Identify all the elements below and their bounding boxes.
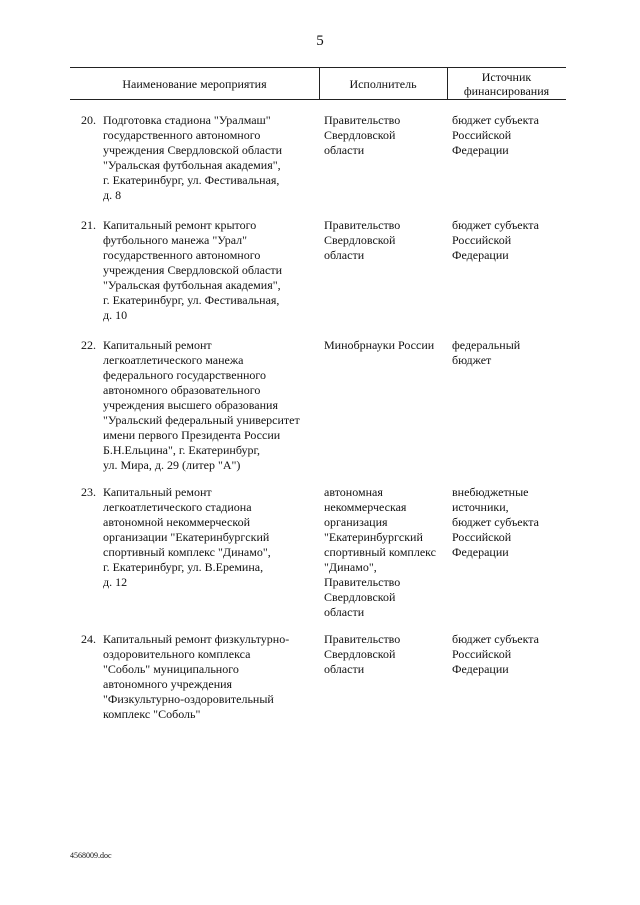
row-name: Подготовка стадиона "Уралмаш" государственного автономного учреждения Свердловской области "Уральская футбольная академия", г. Екатеринбург, ул. Фестивальная, д. 8 xyxy=(103,113,282,202)
row-executor: Правительство Свердловской области xyxy=(324,113,401,157)
row-name: Капитальный ремонт легкоатлетического манежа федерального государственного автономного образовательного учреждения высшего образования "Уральский федеральный университет имени первого Президента России Б.Н.Ельцина", г. Екатеринбург, ул. Мира, д. 29 (литер "А") xyxy=(103,338,300,472)
header-source: Источник финансирования xyxy=(463,69,550,98)
document-filename: 4568009.doc xyxy=(70,851,112,860)
row-name: Капитальный ремонт крытого футбольного манежа "Урал" государственного автономного учреждения Свердловской области "Уральская футбольная академия", г. Екатеринбург, ул. Фестивальная, д. 10 xyxy=(103,218,282,322)
row-source: федеральный бюджет xyxy=(452,338,521,367)
row-number: 21. xyxy=(81,218,96,232)
header-executor: Исполнитель xyxy=(349,76,417,91)
row-number: 22. xyxy=(81,338,96,352)
row-number: 20. xyxy=(81,113,96,127)
row-source: бюджет субъекта Российской Федерации xyxy=(452,113,540,157)
page-number: 5 xyxy=(316,33,324,49)
row-executor: Правительство Свердловской области xyxy=(324,218,401,262)
table-header xyxy=(70,67,566,100)
row-number: 24. xyxy=(81,632,96,646)
row-name: Капитальный ремонт физкультурно- оздоровительного комплекса "Соболь" муниципального автономного учреждения "Физкультурно-оздоровительный комплекс "Соболь" xyxy=(103,632,290,721)
row-source: внебюджетные источники, бюджет субъекта Российской Федерации xyxy=(452,485,540,559)
header-name: Наименование мероприятия xyxy=(122,76,267,91)
row-source: бюджет субъекта Российской Федерации xyxy=(452,218,540,262)
row-source: бюджет субъекта Российской Федерации xyxy=(452,632,540,676)
row-executor: Правительство Свердловской области xyxy=(324,632,401,676)
row-executor: Минобрнауки России xyxy=(324,338,435,352)
row-name: Капитальный ремонт легкоатлетического стадиона автономной некоммерческой организации "Екатеринбургский спортивный комплекс "Динамо", г. Екатеринбург, ул. В.Еремина, д. 12 xyxy=(103,485,271,589)
row-number: 23. xyxy=(81,485,96,499)
row-executor: автономная некоммерческая организация "Екатеринбургский спортивный комплекс "Динамо", Правительство Свердловской области xyxy=(324,485,437,619)
